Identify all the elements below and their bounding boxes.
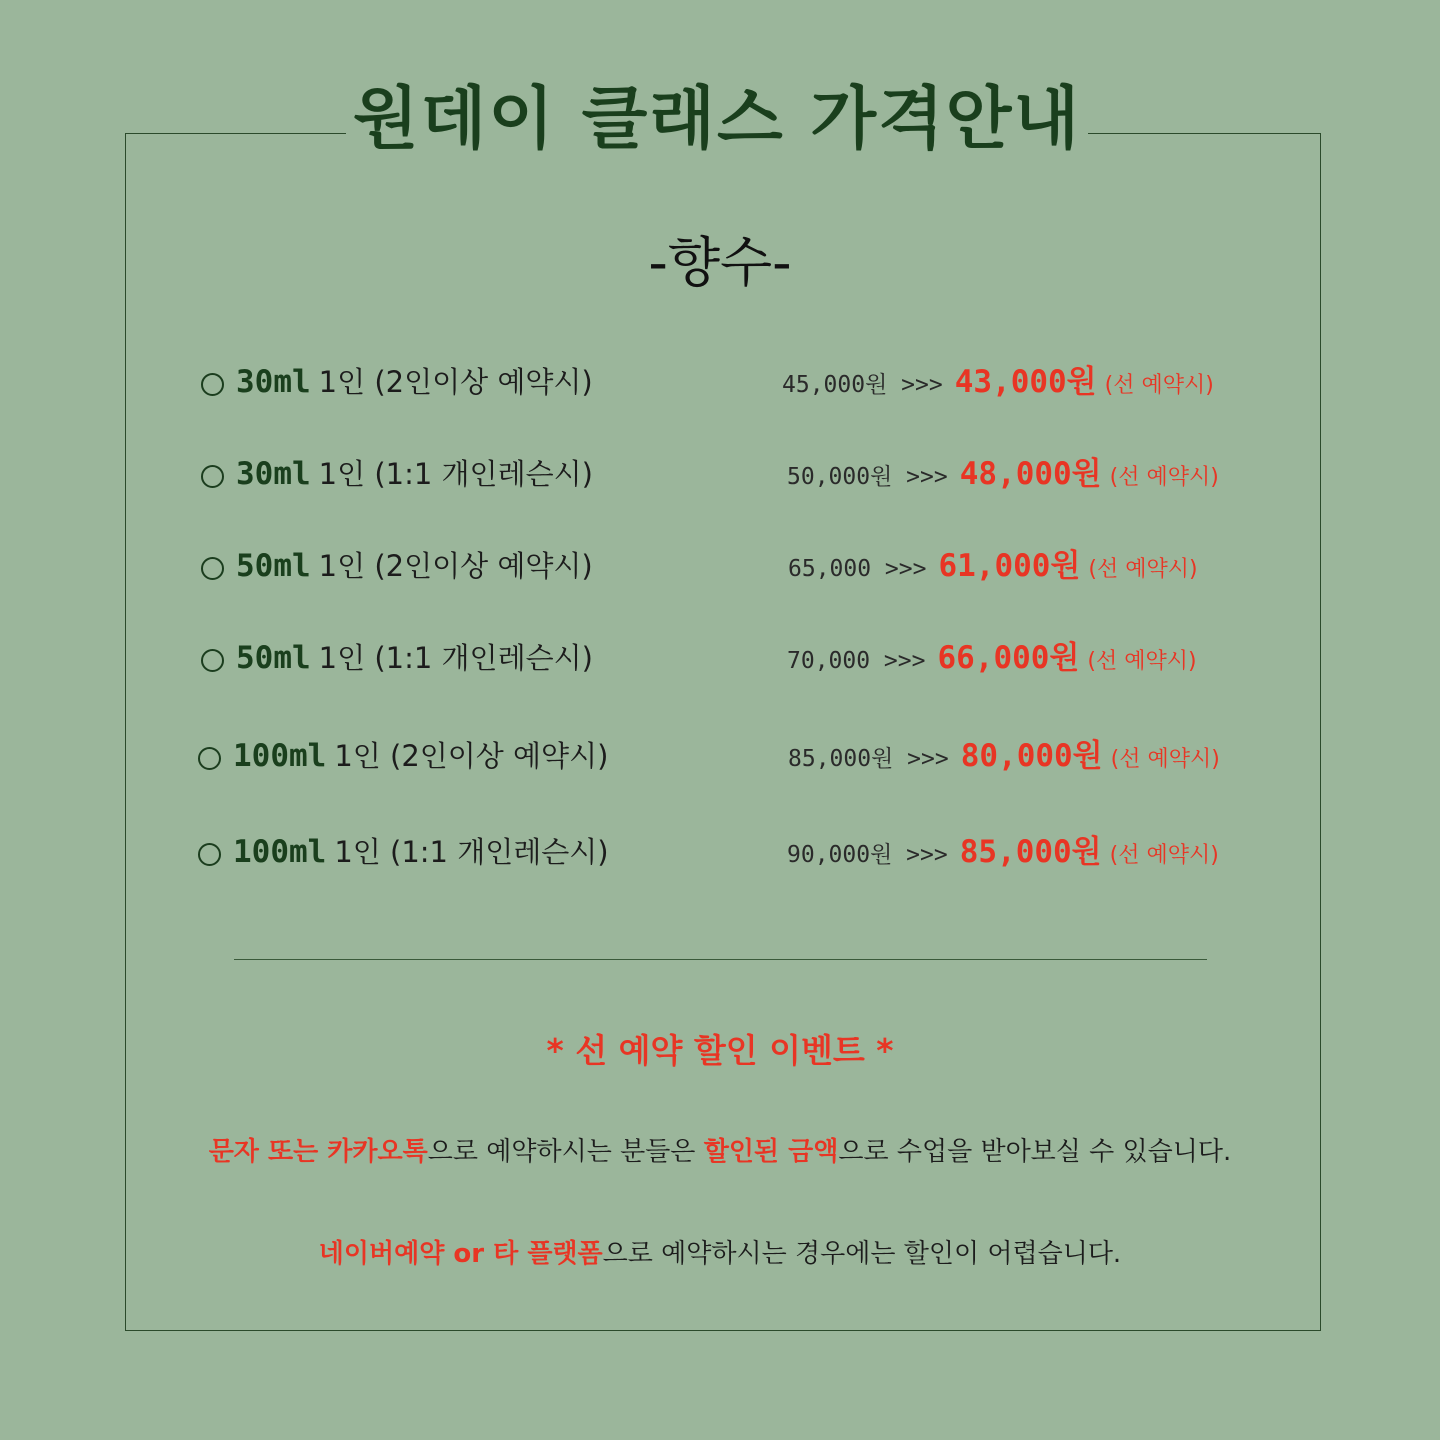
sale-price: 43,000원 xyxy=(954,364,1097,400)
size-label: 100ml xyxy=(233,834,327,870)
circle-bullet-icon xyxy=(201,557,224,580)
original-price: 70,000 >>> xyxy=(787,648,926,674)
price-item xyxy=(788,731,1220,781)
circle-bullet-icon xyxy=(198,843,221,866)
divider xyxy=(234,959,1207,960)
page-title: 원데이 클래스 가격안내 xyxy=(346,72,1088,168)
sale-price: 48,000원 xyxy=(959,456,1102,492)
price-note: (선 예약시) xyxy=(1087,649,1197,674)
size-label: 30ml xyxy=(236,364,311,400)
desc-label: 1인 (2인이상 예약시) xyxy=(318,549,593,583)
original-price: 65,000 >>> xyxy=(788,556,927,582)
circle-bullet-icon xyxy=(201,373,224,396)
size-label: 30ml xyxy=(236,456,311,492)
price-note: (선 예약시) xyxy=(1088,557,1198,582)
circle-bullet-icon xyxy=(201,649,224,672)
highlight-text: 문자 또는 카카오톡 xyxy=(208,1137,428,1167)
section-title: -향수- xyxy=(648,231,792,294)
list-item xyxy=(201,633,593,683)
price-note: (선 예약시) xyxy=(1104,373,1214,398)
event-title: * 선 예약 할인 이벤트 * xyxy=(546,1031,894,1070)
notice-text: 으로 수업을 받아보실 수 있습니다. xyxy=(838,1137,1232,1167)
price-item xyxy=(787,827,1219,877)
sale-price: 85,000원 xyxy=(959,834,1102,870)
desc-label: 1인 (2인이상 예약시) xyxy=(334,739,609,773)
price-note: (선 예약시) xyxy=(1109,465,1219,490)
size-label: 50ml xyxy=(236,548,311,584)
original-price: 90,000원 >>> xyxy=(787,842,948,868)
highlight-text: 네이버예약 or 타 플랫폼 xyxy=(318,1239,603,1269)
highlight-text: 할인된 금액 xyxy=(703,1137,839,1167)
list-item xyxy=(198,731,608,781)
notice-line-1 xyxy=(0,1130,1440,1174)
circle-bullet-icon xyxy=(201,465,224,488)
price-item xyxy=(787,449,1219,499)
size-label: 50ml xyxy=(236,640,311,676)
desc-label: 1인 (1:1 개인레슨시) xyxy=(334,835,609,869)
price-note: (선 예약시) xyxy=(1110,747,1220,772)
price-note: (선 예약시) xyxy=(1109,843,1219,868)
list-item xyxy=(198,827,609,877)
notice-line-2 xyxy=(0,1232,1440,1276)
price-item xyxy=(787,633,1197,683)
size-label: 100ml xyxy=(233,738,327,774)
price-item xyxy=(782,357,1214,407)
list-item xyxy=(201,449,593,499)
price-item xyxy=(788,541,1198,591)
list-item xyxy=(201,357,593,407)
sale-price: 80,000원 xyxy=(960,738,1103,774)
desc-label: 1인 (2인이상 예약시) xyxy=(318,365,593,399)
list-item xyxy=(201,541,593,591)
original-price: 85,000원 >>> xyxy=(788,746,949,772)
circle-bullet-icon xyxy=(198,747,221,770)
desc-label: 1인 (1:1 개인레슨시) xyxy=(318,457,593,491)
notice-text: 으로 예약하시는 분들은 xyxy=(427,1137,704,1167)
original-price: 45,000원 >>> xyxy=(782,372,943,398)
desc-label: 1인 (1:1 개인레슨시) xyxy=(318,641,593,675)
sale-price: 61,000원 xyxy=(938,548,1081,584)
original-price: 50,000원 >>> xyxy=(787,464,948,490)
notice-text: 으로 예약하시는 경우에는 할인이 어렵습니다. xyxy=(602,1239,1122,1269)
sale-price: 66,000원 xyxy=(937,640,1080,676)
